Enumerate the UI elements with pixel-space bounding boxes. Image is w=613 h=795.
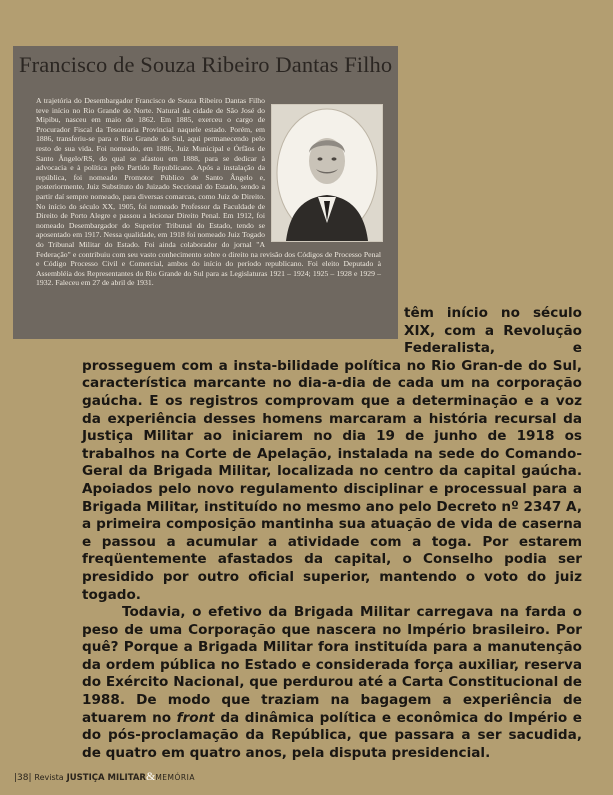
article-paragraph-1: têm início no século XIX, com a Revolução Federalista, e prosseguem com a insta-bilidade política no Rio Gran-de do Sul, característica marcante no dia-a-dia de cada um na corporação gaúcha. E os registros comprovam que a determinação e a voz da experiência desses homens marcaram a história recursal da Justiça Militar ao iniciarem no dia 19 de junho de 1918 os trabalhos na Corte de Apelação, instalada na sede do Comando-Geral da Brigada Militar, localizada no centro da capital gaúcha. Apoiados pelo novo regulamento disciplinar e processual para a Brigada Militar, instituído no mesmo ano pelo Decreto nº 2347 A, a primeira composição mantinha sua atuação de vida de caserna e passou a acumular a atividade com a toga. Por estarem freqüentemente afastados da capital, o Conselho podia ser presidido por outro oficial superior, mantendo o voto do juiz togado.	[82, 305, 582, 603]
footer-bar: |	[14, 773, 18, 783]
article-paragraph-2	[82, 604, 582, 762]
biography-title: Francisco de Souza Ribeiro Dantas Filho	[19, 52, 393, 77]
portrait-photo	[271, 104, 383, 242]
footer-separator: |	[28, 773, 32, 783]
article-paragraph-2-text-a: Todavia, o efetivo da Brigada Militar carregava na farda o peso de uma Corporação que nascera no Império brasileiro. Por quê? Porque a Brigada Militar fora instituída para a manutenção da ordem pública no Estado e considerada força auxiliar, reserva do Exército Nacional, que perdurou até a Carta Constitucional de 1988. De modo que traziam na bagagem a experiência de atuarem no	[82, 604, 582, 726]
footer-memoria: MEMÓRIA	[155, 773, 195, 782]
footer-title: JUSTIÇA MILITAR	[66, 773, 146, 783]
page-number: 38	[17, 773, 29, 783]
article-paragraph-2-emphasis: front	[176, 709, 215, 726]
biography-paragraph: A trajetória do Desembargador Francisco de Souza Ribeiro Dantas Filho teve início no Rio Grande do Norte. Natural da cidade de São José do Mipibu, nasceu em maio de 1862. Em 1885, exerceu o cargo de Procurador Fiscal da Tesouraria Provincial naquele estado. Porém, em 1886, transferiu-se para o Rio Grande do Sul, aqui permanecendo pelo resto de sua vida. Foi nomeado, em 1886, Juiz Municipal e Órfãos de Santo Ângelo/RS, do qual se afastou em 1888, para se dedicar à advocacia e à política pelo Partido Republicano. Após a instalação da república, foi nomeado Promotor Público de Santo Ângelo e, posteriormente, Juiz Substituto do Juizado Seccional do Estado, sendo a partir daí sempre nomeado, para diversas comarcas, como Juiz de Direito. No início do século XX, 1905, foi nomeado Professor da Faculdade de Direito de Porto Alegre e passou a lecionar Direito Penal. Em 1912, foi nomeado Desembargador do Superior Tribunal do Estado, tendo se aposentado em 1917. Nessa qualidade, em 1918 foi nomeado Juiz Togado do Tribunal Militar do Estado. Foi ainda colaborador do jornal "A Federação" e contribuiu com seu vasto conhecimento sobre o direito na revisão dos Códigos de Processo Penal e Código Processo Civil e Comercial, ambos do início do período republicano. Foi eleito Deputado à Assembléia dos Representantes do Rio Grande do Sul para as Legislaturas 1921 – 1924; 1925 – 1928 e 1929 – 1932. Faleceu em 27 de abril de 1931.	[36, 96, 381, 288]
article-body	[82, 305, 582, 762]
portrait-illustration	[272, 105, 382, 241]
page-footer	[14, 769, 195, 784]
biography-text	[36, 96, 381, 288]
biography-box	[13, 46, 398, 339]
text-wrap-spacer	[82, 305, 404, 353]
footer-ampersand: &	[145, 769, 156, 783]
footer-magazine: Revista	[34, 773, 64, 782]
article-paragraph-2-text-b: da dinâmica política e econômica do Império e do pós-proclamação da República, que passara a ser sacudida, de quatro em quatro anos, pela disputa presidencial.	[82, 709, 582, 761]
